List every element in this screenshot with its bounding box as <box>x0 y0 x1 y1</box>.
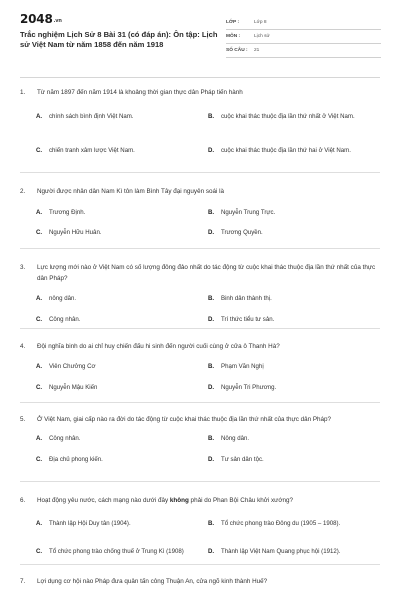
option-text: Thành lập Việt Nam Quang phục hội (1912). <box>221 548 341 555</box>
option-letter: D. <box>208 548 215 555</box>
option-text: chính sách bình định Việt Nam. <box>49 113 134 120</box>
option-c[interactable] <box>36 455 208 465</box>
option-text: Địa chủ phong kiến. <box>49 456 103 463</box>
question-text <box>20 88 380 99</box>
option-letter: C. <box>36 456 43 463</box>
answer-options <box>36 293 380 324</box>
option-text: Phạm Văn Nghị <box>221 363 264 370</box>
option-a[interactable] <box>36 362 208 372</box>
option-text: Công nhân. <box>49 435 81 442</box>
meta-value: Lịch sử <box>254 34 270 39</box>
document-header <box>0 0 400 68</box>
option-letter: C. <box>36 384 43 391</box>
option-letter: D. <box>208 456 215 463</box>
option-letter: A. <box>36 363 43 370</box>
option-text: Binh dân thành thị. <box>221 294 272 302</box>
question-list <box>20 80 380 585</box>
option-b[interactable] <box>208 362 378 372</box>
option-c[interactable] <box>36 383 208 393</box>
question-emphasis: không <box>169 497 189 504</box>
option-text: Công nhân. <box>49 315 81 323</box>
question-body: Lực lượng mới nào ở Việt Nam có số lượng đông đảo nhất do tác động từ cuộc khai thác thuộc địa lần thứ nhất của thực dân Pháp? <box>37 264 376 282</box>
site-logo[interactable] <box>20 12 62 26</box>
option-text: chiến tranh xâm lược Việt Nam. <box>49 147 135 154</box>
option-text: Nguyễn Trung Trực. <box>221 209 276 216</box>
option-letter: A. <box>36 435 43 442</box>
question-body: Từ năm 1897 đến năm 1914 là khoảng thời gian thực dân Pháp tiến hành <box>37 89 243 96</box>
option-text: Viên Chưởng Cơ <box>49 363 96 370</box>
option-d[interactable] <box>208 314 378 324</box>
option-letter: A. <box>36 113 43 120</box>
option-b[interactable] <box>208 293 378 303</box>
option-text: Tổ chức phong trào chống thuế ở Trung Kì (1908) <box>49 548 184 555</box>
option-text: nông dân. <box>49 294 77 302</box>
question-body-start: Hoạt động yêu nước, cách mạng nào dưới đây <box>37 497 170 504</box>
option-text: Thành lập Hội Duy tân (1904). <box>49 520 131 527</box>
option-b[interactable] <box>208 513 378 535</box>
answer-options <box>36 208 380 238</box>
option-letter: B. <box>208 363 215 370</box>
option-letter: A. <box>36 520 43 527</box>
meta-row-grade <box>226 16 381 30</box>
question-text <box>20 342 380 353</box>
answer-options <box>36 434 380 465</box>
logo-suffix: .vn <box>53 18 62 24</box>
option-d[interactable] <box>208 541 378 563</box>
answer-options <box>36 105 380 163</box>
question-5 <box>20 403 380 482</box>
option-letter: B. <box>208 294 215 302</box>
question-number: 4. <box>20 343 26 350</box>
question-3 <box>20 249 380 329</box>
meta-label: MÔN : <box>226 34 241 39</box>
question-body: Đội nghĩa binh do ai chỉ huy chiến đấu hi sinh đến người cuối cùng ở cửa ô Thanh Hà? <box>37 343 280 350</box>
option-letter: B. <box>208 209 215 216</box>
meta-table <box>226 16 381 58</box>
answer-options <box>36 362 380 393</box>
option-letter: C. <box>36 147 43 154</box>
option-text: Trương Quyền. <box>221 229 263 236</box>
option-text: Trí thức tiểu tư sản. <box>221 315 275 323</box>
question-body-end: phải do Phan Bội Châu khởi xướng? <box>188 497 294 504</box>
option-letter: C. <box>36 229 43 236</box>
option-b[interactable] <box>208 208 378 218</box>
option-letter: C. <box>36 315 43 323</box>
question-text <box>20 577 380 588</box>
question-4 <box>20 329 380 403</box>
option-b[interactable] <box>208 105 378 129</box>
option-a[interactable] <box>36 434 208 444</box>
logo-main: 2048 <box>20 12 53 26</box>
option-d[interactable] <box>208 383 378 393</box>
option-letter: D. <box>208 384 215 391</box>
option-a[interactable] <box>36 513 208 535</box>
option-c[interactable] <box>36 314 208 324</box>
meta-label: SỐ CÂU : <box>226 48 248 53</box>
question-body: Người được nhân dân Nam Kì tôn làm Bình Tây đại nguyên soái là <box>37 188 225 195</box>
option-text: cuộc khai thác thuộc địa lần thứ nhất ở Việt Nam. <box>221 113 355 120</box>
question-body: Ở Việt Nam, giai cấp nào ra đời do tác động từ cuộc khai thác thuộc địa lần thứ nhất của thực dân Pháp? <box>37 416 332 423</box>
meta-row-subject <box>226 30 381 44</box>
option-text: Nguyễn Mậu Kiến <box>49 384 98 391</box>
question-number: 6. <box>20 497 26 504</box>
option-d[interactable] <box>208 455 378 465</box>
question-text <box>20 415 380 426</box>
option-c[interactable] <box>36 228 208 238</box>
option-letter: B. <box>208 520 215 527</box>
option-c[interactable] <box>36 139 208 163</box>
question-text <box>20 263 380 284</box>
question-number: 5. <box>20 416 26 423</box>
header-divider <box>20 77 380 78</box>
option-letter: C. <box>36 548 43 555</box>
option-text: Trương Định. <box>49 209 86 216</box>
question-body <box>37 496 293 507</box>
option-text: Nguyễn Hữu Huân. <box>49 229 102 236</box>
question-text <box>20 496 380 507</box>
option-letter: D. <box>208 315 215 323</box>
question-number: 3. <box>20 264 26 271</box>
option-b[interactable] <box>208 434 378 444</box>
option-d[interactable] <box>208 139 378 163</box>
answer-options <box>36 513 380 563</box>
meta-value: 21 <box>254 48 260 53</box>
option-letter: B. <box>208 435 215 442</box>
option-letter: A. <box>36 209 43 216</box>
option-a[interactable] <box>36 208 208 218</box>
option-d[interactable] <box>208 228 378 238</box>
meta-value: Lớp 8 <box>254 20 267 25</box>
question-7 <box>20 565 380 585</box>
option-text: Nông dân. <box>221 435 250 442</box>
option-letter: D. <box>208 147 215 154</box>
option-text: Tổ chức phong trào Đông du (1905 – 1908). <box>221 520 341 527</box>
question-6 <box>20 482 380 565</box>
option-letter: B. <box>208 113 215 120</box>
option-text: cuộc khai thác thuộc địa lần thứ hai ở Việt Nam. <box>221 147 351 154</box>
question-number: 7. <box>20 578 26 585</box>
question-body: Lợi dụng cơ hội nào Pháp đưa quân tấn công Thuận An, cửa ngõ kinh thành Huế? <box>37 578 268 585</box>
option-text: Tư sản dân tộc. <box>221 456 264 463</box>
option-c[interactable] <box>36 541 208 563</box>
question-number: 1. <box>20 89 26 96</box>
option-text: Nguyễn Tri Phương. <box>221 384 277 391</box>
option-letter: D. <box>208 229 215 236</box>
question-number: 2. <box>20 188 26 195</box>
page-title: Trắc nghiệm Lịch Sử 8 Bài 31 (có đáp án): Ôn tập: Lịch sử Việt Nam từ năm 1858 đến năm 1918 <box>20 30 218 49</box>
question-text <box>20 187 380 198</box>
question-2 <box>20 173 380 249</box>
option-a[interactable] <box>36 105 208 129</box>
option-a[interactable] <box>36 293 208 303</box>
question-1 <box>20 80 380 173</box>
meta-label: LỚP : <box>226 20 240 25</box>
option-letter: A. <box>36 294 43 302</box>
meta-row-count <box>226 44 381 58</box>
